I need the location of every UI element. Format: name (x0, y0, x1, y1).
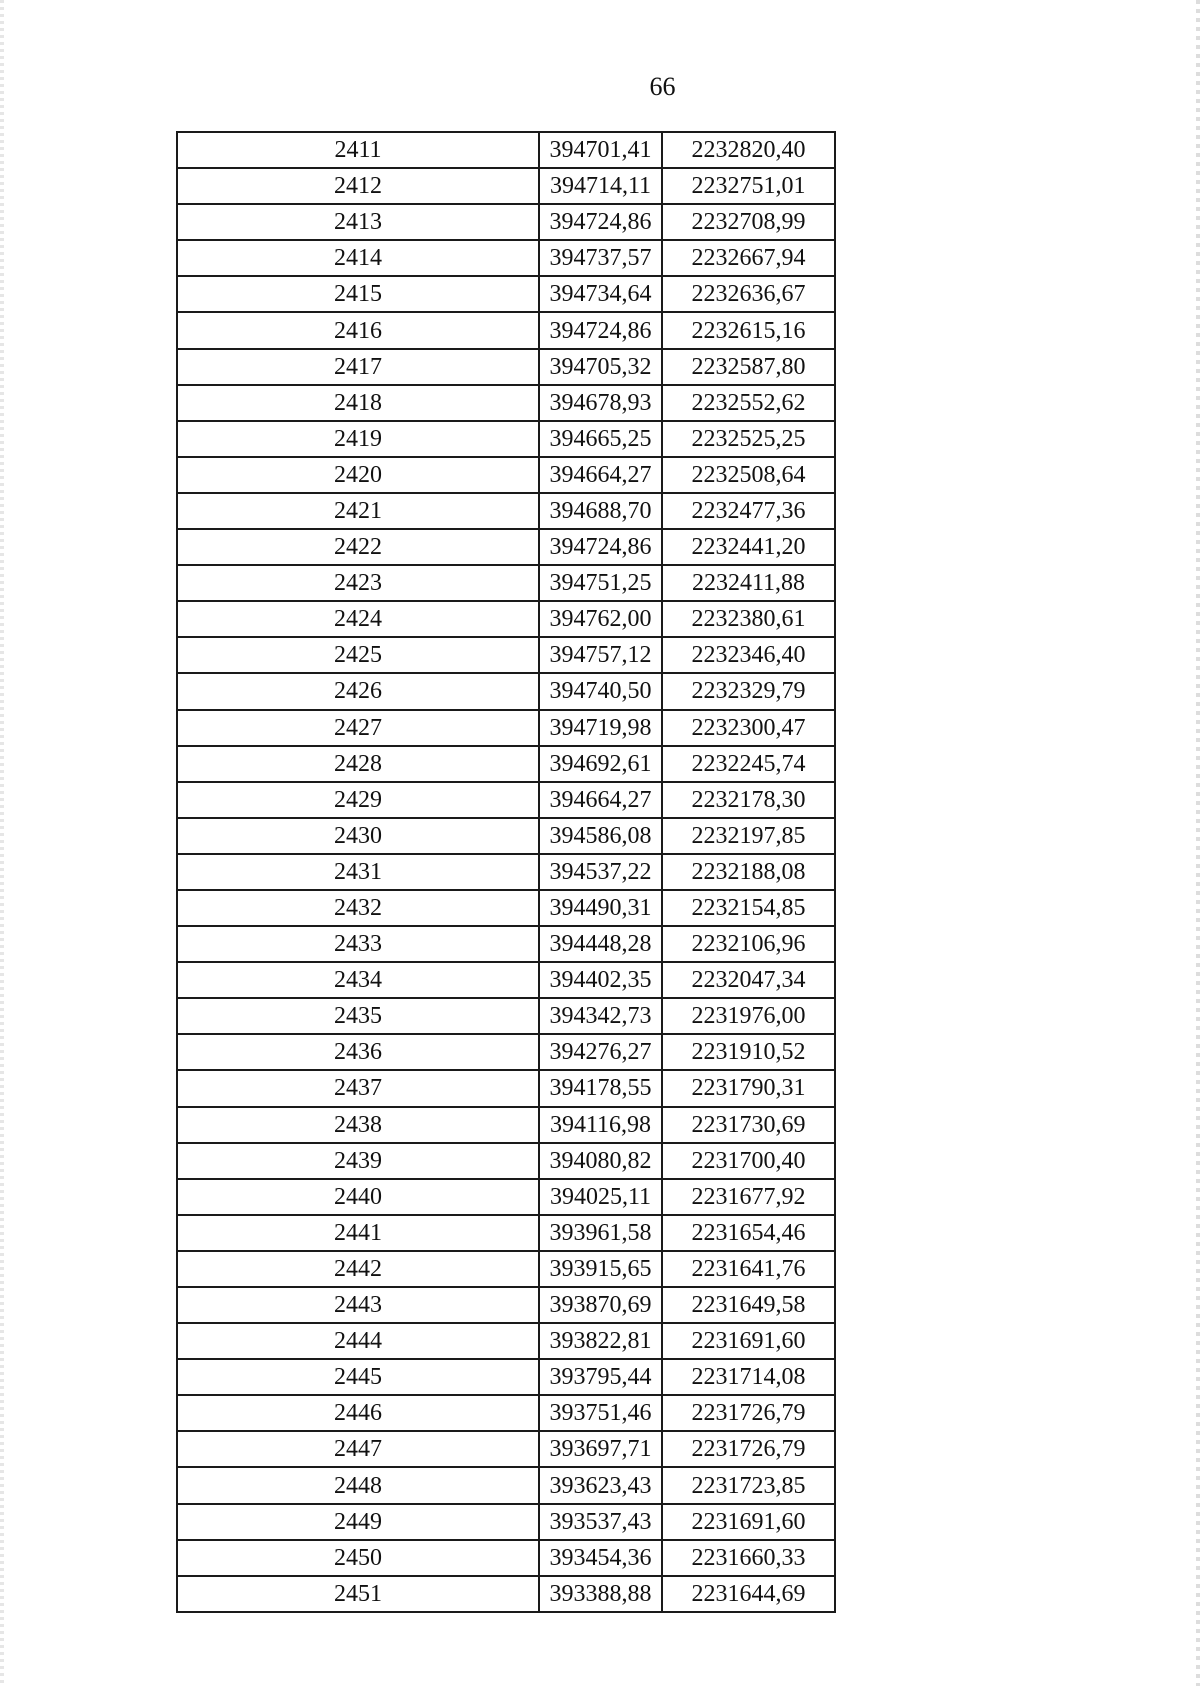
y-coordinate-cell: 2232245,74 (662, 746, 835, 782)
point-number-cell: 2432 (177, 890, 539, 926)
x-coordinate-cell: 394490,31 (539, 890, 662, 926)
scan-edge-right (1196, 0, 1200, 1686)
y-coordinate-cell: 2232820,40 (662, 132, 835, 168)
point-number-cell: 2430 (177, 818, 539, 854)
point-number-cell: 2419 (177, 421, 539, 457)
table-row (177, 240, 835, 276)
table-row (177, 1395, 835, 1431)
table-row (177, 529, 835, 565)
table-row (177, 962, 835, 998)
y-coordinate-cell: 2232525,25 (662, 421, 835, 457)
point-number-cell: 2434 (177, 962, 539, 998)
y-coordinate-cell: 2232047,34 (662, 962, 835, 998)
point-number-cell: 2446 (177, 1395, 539, 1431)
point-number-cell: 2449 (177, 1504, 539, 1540)
x-coordinate-cell: 394740,50 (539, 673, 662, 709)
y-coordinate-cell: 2231691,60 (662, 1504, 835, 1540)
point-number-cell: 2412 (177, 168, 539, 204)
point-number-cell: 2411 (177, 132, 539, 168)
coordinates-table-body (177, 132, 835, 1612)
x-coordinate-cell: 394080,82 (539, 1143, 662, 1179)
y-coordinate-cell: 2232441,20 (662, 529, 835, 565)
x-coordinate-cell: 394586,08 (539, 818, 662, 854)
table-row (177, 1323, 835, 1359)
y-coordinate-cell: 2231649,58 (662, 1287, 835, 1323)
y-coordinate-cell: 2231644,69 (662, 1576, 835, 1612)
point-number-cell: 2439 (177, 1143, 539, 1179)
table-row (177, 1576, 835, 1612)
table-row (177, 276, 835, 312)
x-coordinate-cell: 394178,55 (539, 1070, 662, 1106)
point-number-cell: 2429 (177, 782, 539, 818)
x-coordinate-cell: 394724,86 (539, 529, 662, 565)
table-row (177, 1034, 835, 1070)
x-coordinate-cell: 394701,41 (539, 132, 662, 168)
point-number-cell: 2445 (177, 1359, 539, 1395)
y-coordinate-cell: 2232751,01 (662, 168, 835, 204)
x-coordinate-cell: 394762,00 (539, 601, 662, 637)
x-coordinate-cell: 393822,81 (539, 1323, 662, 1359)
point-number-cell: 2447 (177, 1431, 539, 1467)
table-row (177, 457, 835, 493)
table-row (177, 1467, 835, 1503)
table-row (177, 1287, 835, 1323)
table-row (177, 782, 835, 818)
point-number-cell: 2441 (177, 1215, 539, 1251)
x-coordinate-cell: 394276,27 (539, 1034, 662, 1070)
x-coordinate-cell: 394664,27 (539, 782, 662, 818)
table-row (177, 998, 835, 1034)
table-row (177, 1143, 835, 1179)
y-coordinate-cell: 2231910,52 (662, 1034, 835, 1070)
table-row (177, 1504, 835, 1540)
y-coordinate-cell: 2231730,69 (662, 1107, 835, 1143)
x-coordinate-cell: 394757,12 (539, 637, 662, 673)
table-row (177, 1107, 835, 1143)
table-row (177, 637, 835, 673)
table-row (177, 818, 835, 854)
y-coordinate-cell: 2232708,99 (662, 204, 835, 240)
table-row (177, 421, 835, 457)
y-coordinate-cell: 2232477,36 (662, 493, 835, 529)
y-coordinate-cell: 2232178,30 (662, 782, 835, 818)
y-coordinate-cell: 2232667,94 (662, 240, 835, 276)
y-coordinate-cell: 2232380,61 (662, 601, 835, 637)
point-number-cell: 2416 (177, 312, 539, 348)
point-number-cell: 2428 (177, 746, 539, 782)
table-row (177, 132, 835, 168)
table-row (177, 565, 835, 601)
point-number-cell: 2451 (177, 1576, 539, 1612)
y-coordinate-cell: 2231700,40 (662, 1143, 835, 1179)
point-number-cell: 2414 (177, 240, 539, 276)
y-coordinate-cell: 2232329,79 (662, 673, 835, 709)
x-coordinate-cell: 393454,36 (539, 1540, 662, 1576)
x-coordinate-cell: 394116,98 (539, 1107, 662, 1143)
y-coordinate-cell: 2232346,40 (662, 637, 835, 673)
table-row (177, 493, 835, 529)
x-coordinate-cell: 394664,27 (539, 457, 662, 493)
table-row (177, 312, 835, 348)
x-coordinate-cell: 394705,32 (539, 349, 662, 385)
point-number-cell: 2421 (177, 493, 539, 529)
x-coordinate-cell: 394678,93 (539, 385, 662, 421)
x-coordinate-cell: 394734,64 (539, 276, 662, 312)
table-row (177, 1070, 835, 1106)
x-coordinate-cell: 393795,44 (539, 1359, 662, 1395)
y-coordinate-cell: 2231660,33 (662, 1540, 835, 1576)
table-row (177, 1540, 835, 1576)
x-coordinate-cell: 394751,25 (539, 565, 662, 601)
x-coordinate-cell: 394714,11 (539, 168, 662, 204)
scan-edge-left (0, 0, 4, 1686)
table-row (177, 854, 835, 890)
x-coordinate-cell: 393751,46 (539, 1395, 662, 1431)
x-coordinate-cell: 394025,11 (539, 1179, 662, 1215)
table-row (177, 168, 835, 204)
y-coordinate-cell: 2232106,96 (662, 926, 835, 962)
point-number-cell: 2442 (177, 1251, 539, 1287)
point-number-cell: 2413 (177, 204, 539, 240)
point-number-cell: 2431 (177, 854, 539, 890)
x-coordinate-cell: 394724,86 (539, 312, 662, 348)
point-number-cell: 2444 (177, 1323, 539, 1359)
table-row (177, 601, 835, 637)
x-coordinate-cell: 393915,65 (539, 1251, 662, 1287)
point-number-cell: 2425 (177, 637, 539, 673)
table-row (177, 673, 835, 709)
x-coordinate-cell: 394724,86 (539, 204, 662, 240)
x-coordinate-cell: 393388,88 (539, 1576, 662, 1612)
y-coordinate-cell: 2231654,46 (662, 1215, 835, 1251)
y-coordinate-cell: 2232552,62 (662, 385, 835, 421)
point-number-cell: 2448 (177, 1467, 539, 1503)
y-coordinate-cell: 2231726,79 (662, 1431, 835, 1467)
y-coordinate-cell: 2231723,85 (662, 1467, 835, 1503)
point-number-cell: 2440 (177, 1179, 539, 1215)
y-coordinate-cell: 2231691,60 (662, 1323, 835, 1359)
point-number-cell: 2435 (177, 998, 539, 1034)
table-row (177, 1431, 835, 1467)
y-coordinate-cell: 2232508,64 (662, 457, 835, 493)
table-row (177, 926, 835, 962)
point-number-cell: 2420 (177, 457, 539, 493)
point-number-cell: 2415 (177, 276, 539, 312)
table-row (177, 1251, 835, 1287)
y-coordinate-cell: 2232300,47 (662, 710, 835, 746)
table-row (177, 385, 835, 421)
x-coordinate-cell: 394692,61 (539, 746, 662, 782)
table-row (177, 710, 835, 746)
point-number-cell: 2438 (177, 1107, 539, 1143)
page-number: 66 (649, 72, 676, 101)
point-number-cell: 2443 (177, 1287, 539, 1323)
table-row (177, 1215, 835, 1251)
point-number-cell: 2417 (177, 349, 539, 385)
x-coordinate-cell: 393697,71 (539, 1431, 662, 1467)
y-coordinate-cell: 2232636,67 (662, 276, 835, 312)
y-coordinate-cell: 2231976,00 (662, 998, 835, 1034)
x-coordinate-cell: 394737,57 (539, 240, 662, 276)
x-coordinate-cell: 393623,43 (539, 1467, 662, 1503)
point-number-cell: 2450 (177, 1540, 539, 1576)
y-coordinate-cell: 2232615,16 (662, 312, 835, 348)
y-coordinate-cell: 2231726,79 (662, 1395, 835, 1431)
x-coordinate-cell: 394342,73 (539, 998, 662, 1034)
table-row (177, 1179, 835, 1215)
point-number-cell: 2423 (177, 565, 539, 601)
point-number-cell: 2437 (177, 1070, 539, 1106)
table-row (177, 349, 835, 385)
x-coordinate-cell: 394719,98 (539, 710, 662, 746)
point-number-cell: 2427 (177, 710, 539, 746)
y-coordinate-cell: 2231790,31 (662, 1070, 835, 1106)
y-coordinate-cell: 2232197,85 (662, 818, 835, 854)
y-coordinate-cell: 2232411,88 (662, 565, 835, 601)
table-row (177, 890, 835, 926)
point-number-cell: 2422 (177, 529, 539, 565)
x-coordinate-cell: 394665,25 (539, 421, 662, 457)
x-coordinate-cell: 394537,22 (539, 854, 662, 890)
y-coordinate-cell: 2232587,80 (662, 349, 835, 385)
x-coordinate-cell: 394448,28 (539, 926, 662, 962)
y-coordinate-cell: 2231714,08 (662, 1359, 835, 1395)
x-coordinate-cell: 394402,35 (539, 962, 662, 998)
point-number-cell: 2426 (177, 673, 539, 709)
point-number-cell: 2418 (177, 385, 539, 421)
table-row (177, 1359, 835, 1395)
table-row (177, 746, 835, 782)
table-row (177, 204, 835, 240)
y-coordinate-cell: 2231677,92 (662, 1179, 835, 1215)
coordinates-table (176, 131, 836, 1613)
x-coordinate-cell: 394688,70 (539, 493, 662, 529)
x-coordinate-cell: 393537,43 (539, 1504, 662, 1540)
x-coordinate-cell: 393870,69 (539, 1287, 662, 1323)
y-coordinate-cell: 2232188,08 (662, 854, 835, 890)
point-number-cell: 2433 (177, 926, 539, 962)
x-coordinate-cell: 393961,58 (539, 1215, 662, 1251)
y-coordinate-cell: 2231641,76 (662, 1251, 835, 1287)
point-number-cell: 2424 (177, 601, 539, 637)
y-coordinate-cell: 2232154,85 (662, 890, 835, 926)
point-number-cell: 2436 (177, 1034, 539, 1070)
